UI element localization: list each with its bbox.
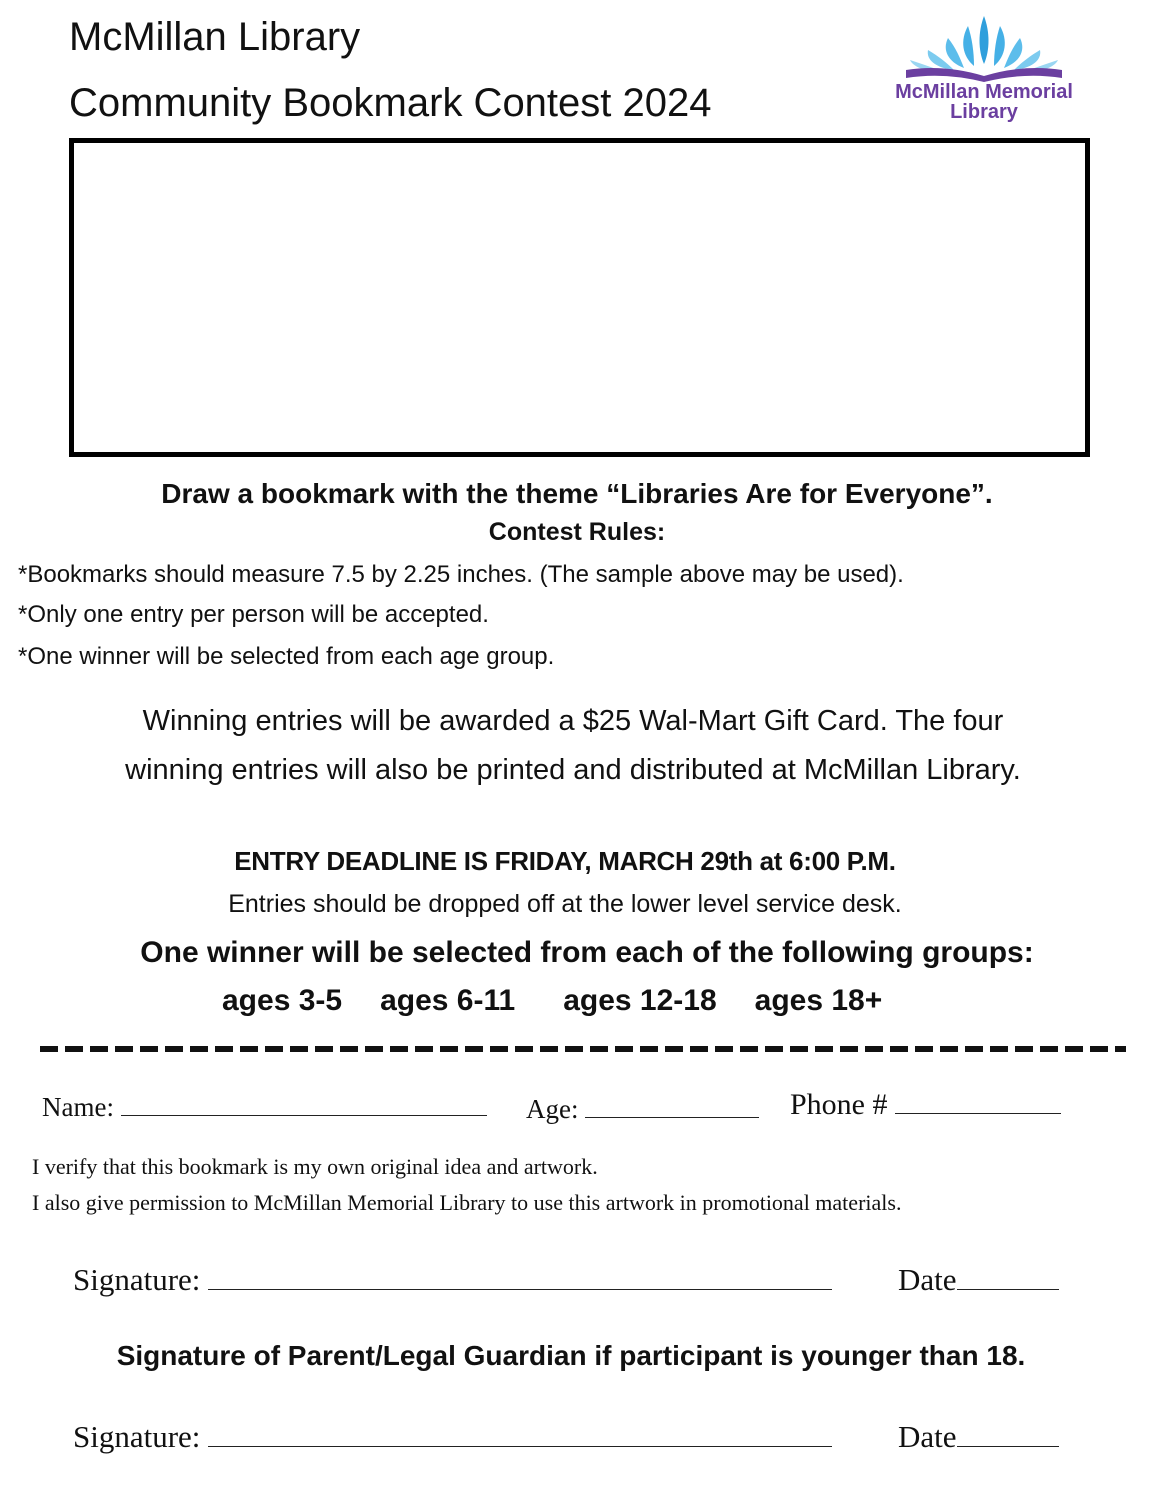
participant-signature-field[interactable] [73,1262,832,1298]
date-label: Date [898,1262,957,1297]
date-blank[interactable] [957,1288,1059,1290]
deadline-heading: ENTRY DEADLINE IS FRIDAY, MARCH 29th at 6:00 P.M. [234,846,896,876]
name-field[interactable] [42,1092,487,1123]
rule-item: *Only one entry per person will be accepted. [18,601,489,628]
cut-line-divider [40,1046,1126,1052]
guardian-signature-label: Signature: [73,1419,201,1454]
age-group: ages 3-5 [222,984,343,1017]
guardian-note: Signature of Parent/Legal Guardian if participant is younger than 18. [116,1340,1026,1371]
prize-line-1: Winning entries will be awarded a $25 Wal-Mart Gift Card. The four [142,705,1004,737]
logo-text-line-2: Library [950,101,1018,123]
bookmark-drawing-area[interactable] [69,138,1090,457]
age-groups-list [222,982,882,1020]
guardian-signature-blank[interactable] [208,1445,832,1447]
rules-heading: Contest Rules: [488,518,666,546]
open-book-fountain-icon [898,12,1070,82]
rule-item: *Bookmarks should measure 7.5 by 2.25 inches. (The sample above may be used). [18,561,904,588]
verification-line-2: I also give permission to McMillan Memorial Library to use this artwork in promotional materials. [32,1190,902,1215]
logo-text-line-1: McMillan Memorial [895,81,1073,103]
verification-line-1: I verify that this bookmark is my own original idea and artwork. [32,1154,598,1179]
groups-heading: One winner will be selected from each of the following groups: [140,936,1034,969]
rule-item: *One winner will be selected from each age group. [18,643,555,670]
guardian-date-field[interactable] [898,1419,1059,1455]
age-blank[interactable] [585,1116,759,1118]
guardian-signature-field[interactable] [73,1419,832,1455]
library-logo [878,12,1090,124]
name-blank[interactable] [121,1114,487,1116]
age-label: Age: [526,1094,579,1124]
age-field[interactable] [526,1094,759,1125]
title-line-1: McMillan Library [69,15,361,59]
guardian-date-label: Date [898,1419,957,1454]
age-group: ages 18+ [754,984,883,1017]
theme-instruction: Draw a bookmark with the theme “Libraries Are for Everyone”. [161,478,993,509]
signature-label: Signature: [73,1262,201,1297]
prize-line-2: winning entries will also be printed and distributed at McMillan Library. [125,754,1021,786]
age-group: ages 12-18 [563,984,717,1017]
phone-field[interactable] [790,1088,1061,1122]
signature-blank[interactable] [208,1288,832,1290]
phone-label: Phone # [790,1088,888,1121]
participant-date-field[interactable] [898,1262,1059,1298]
dropoff-note: Entries should be dropped off at the lower level service desk. [228,890,902,918]
guardian-date-blank[interactable] [957,1445,1059,1447]
title-line-2: Community Bookmark Contest 2024 [69,81,712,125]
phone-blank[interactable] [895,1112,1061,1114]
name-label: Name: [42,1092,114,1122]
age-group: ages 6-11 [380,984,516,1017]
